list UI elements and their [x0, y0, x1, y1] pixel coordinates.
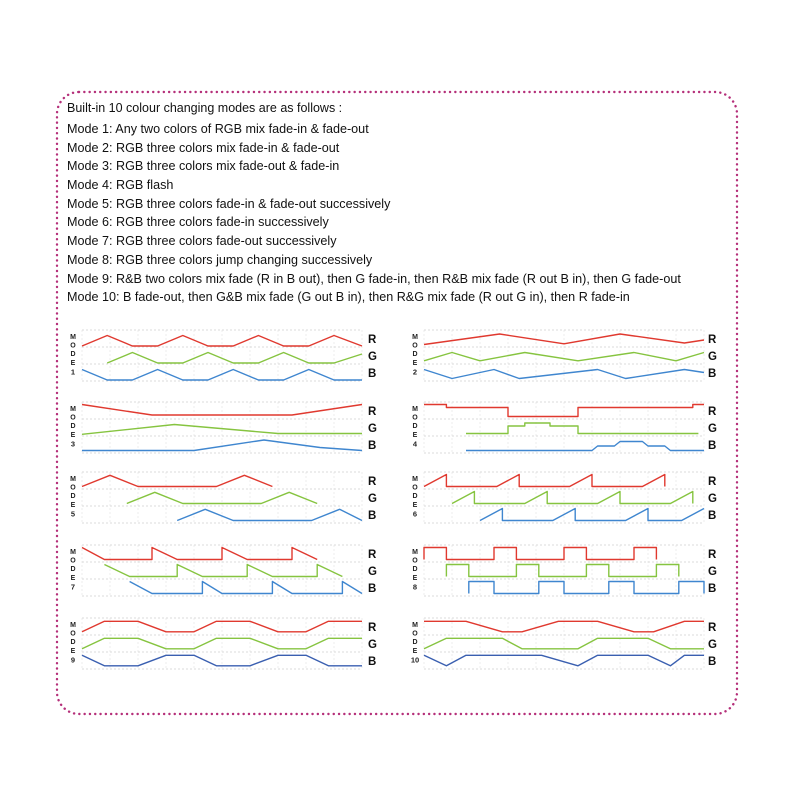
mode-diagram-8 [412, 545, 717, 596]
mode-number-label: 5 [70, 509, 76, 519]
channel-label-r: R [708, 622, 717, 634]
mode-description-6: Mode 6: RGB three colors fade-in successively [67, 215, 329, 230]
mode-diagram-1 [70, 330, 377, 381]
channel-label-r: R [368, 622, 377, 634]
mode-number-label: 6 [412, 509, 418, 519]
mode-diagram-4 [412, 402, 717, 453]
waveform-g [104, 565, 342, 577]
channel-label-b: B [708, 368, 717, 380]
mode-label-letter: E [70, 647, 76, 655]
mode-description-1: Mode 1: Any two colors of RGB mix fade-in & fade-out [67, 122, 369, 136]
waveform-b [177, 509, 362, 520]
mode-label-letter: O [70, 484, 76, 492]
mode-label-letter: E [70, 501, 76, 509]
channel-label-r: R [708, 406, 717, 418]
mode-label-letter: E [70, 359, 76, 367]
waveform-g [107, 353, 362, 364]
mode-diagram-3 [70, 402, 377, 453]
waveform-b [82, 655, 362, 666]
mode-description-8: Mode 8: RGB three colors jump changing successively [67, 252, 373, 267]
channel-label-b: B [368, 583, 377, 595]
channel-label-g: G [708, 351, 717, 363]
mode-label-letter: D [70, 493, 76, 501]
mode-description-4: Mode 4: RGB flash [67, 178, 174, 193]
mode-label-letter: D [70, 639, 76, 647]
mode-label-letter: O [412, 414, 418, 422]
mode-label-letter: D [412, 566, 418, 574]
mode-diagram-9 [70, 618, 377, 669]
waveform-b [480, 509, 704, 521]
channel-label-g: G [368, 493, 377, 505]
mode-label-letter: D [412, 351, 418, 359]
mode-label-letter: O [70, 557, 76, 565]
waveform-b [424, 655, 704, 666]
mode-label-letter: D [412, 493, 418, 501]
channel-label-b: B [368, 656, 377, 668]
waveform-r [82, 475, 272, 486]
channel-label-b: B [708, 656, 717, 668]
channel-label-b: B [368, 510, 377, 522]
mode-label-letter: E [412, 359, 418, 367]
channel-label-g: G [708, 566, 717, 578]
waveform-g [452, 492, 693, 504]
waveform-r [424, 548, 656, 560]
waveform-g [82, 425, 362, 435]
mode-label-letter: M [412, 622, 418, 629]
mode-label-letter: M [70, 622, 76, 629]
channel-label-r: R [708, 334, 717, 346]
mode-number-label: 7 [70, 582, 76, 592]
mode-label-letter: D [70, 423, 76, 431]
channel-label-g: G [708, 493, 717, 505]
intro-text: Built-in 10 colour changing modes are as follows : [67, 101, 343, 115]
channel-label-g: G [368, 566, 377, 578]
mode-label-letter: M [70, 549, 76, 556]
mode-number-label: 8 [412, 582, 418, 592]
mode-diagram-2 [412, 330, 717, 381]
mode-label-letter: M [412, 334, 418, 341]
mode-description-9: Mode 9: R&B two colors mix fade (R in B out), then G fade-in, then R&B mix fade (R out B in), then G fade-out [67, 271, 681, 286]
mode-diagram-10 [411, 618, 717, 669]
mode-number-label: 2 [412, 367, 418, 377]
mode-label-letter: O [412, 557, 418, 565]
channel-label-g: G [708, 423, 717, 435]
mode-label-letter: O [412, 630, 418, 638]
mode-label-letter: E [70, 574, 76, 582]
mode-description-5: Mode 5: RGB three colors fade-in & fade-out successively [67, 196, 391, 211]
mode-diagram-6 [412, 472, 717, 523]
mode-label-letter: E [412, 574, 418, 582]
waveform-r [82, 336, 362, 347]
channel-label-r: R [368, 406, 377, 418]
mode-label-letter: M [70, 334, 76, 341]
channel-label-b: B [368, 440, 377, 452]
mode-label-letter: M [412, 476, 418, 483]
channel-label-g: G [368, 639, 377, 651]
mode-label-letter: O [70, 342, 76, 350]
mode-number-label: 9 [70, 655, 76, 665]
mode-label-letter: D [70, 566, 76, 574]
mode-description-10: Mode 10: B fade-out, then G&B mix fade (G out B in), then R&G mix fade (R out G in), then R fade-in [67, 290, 630, 305]
channel-label-g: G [708, 639, 717, 651]
mode-label-letter: O [70, 414, 76, 422]
mode-label-letter: E [412, 501, 418, 509]
channel-label-b: B [708, 440, 717, 452]
mode-description-3: Mode 3: RGB three colors mix fade-out & fade-in [67, 159, 340, 174]
mode-label-letter: M [412, 406, 418, 413]
mode-label-letter: D [70, 351, 76, 359]
mode-number-label: 10 [410, 655, 420, 665]
channel-label-b: B [368, 368, 377, 380]
mode-label-letter: O [70, 630, 76, 638]
mode-label-letter: D [412, 639, 418, 647]
mode-label-letter: M [70, 476, 76, 483]
mode-label-letter: O [412, 484, 418, 492]
mode-label-letter: E [412, 431, 418, 439]
channel-label-b: B [708, 583, 717, 595]
mode-diagram-7 [70, 545, 377, 596]
mode-label-letter: D [412, 423, 418, 431]
mode-description-2: Mode 2: RGB three colors mix fade-in & fade-out [67, 140, 340, 155]
mode-label-letter: M [412, 549, 418, 556]
waveform-r [424, 475, 665, 487]
mode-label-letter: O [412, 342, 418, 350]
waveform-b [130, 582, 362, 594]
channel-label-r: R [708, 549, 717, 561]
mode-description-7: Mode 7: RGB three colors fade-out successively [67, 234, 337, 249]
waveform-r [82, 548, 317, 560]
waveform-b [466, 442, 704, 451]
channel-label-g: G [368, 351, 377, 363]
waveform-g [446, 565, 678, 577]
channel-label-r: R [368, 334, 377, 346]
mode-number-label: 1 [70, 367, 76, 377]
channel-label-r: R [708, 476, 717, 488]
channel-label-b: B [708, 510, 717, 522]
waveform-g [466, 423, 698, 434]
mode-number-label: 3 [70, 439, 76, 449]
mode-number-label: 4 [412, 439, 418, 449]
waveform-b [469, 582, 704, 594]
mode-label-letter: E [70, 431, 76, 439]
mode-label-letter: E [412, 647, 418, 655]
mode-diagram-5 [70, 472, 377, 523]
channel-label-r: R [368, 476, 377, 488]
channel-label-g: G [368, 423, 377, 435]
channel-label-r: R [368, 549, 377, 561]
mode-label-letter: M [70, 406, 76, 413]
waveform-b [82, 440, 362, 451]
